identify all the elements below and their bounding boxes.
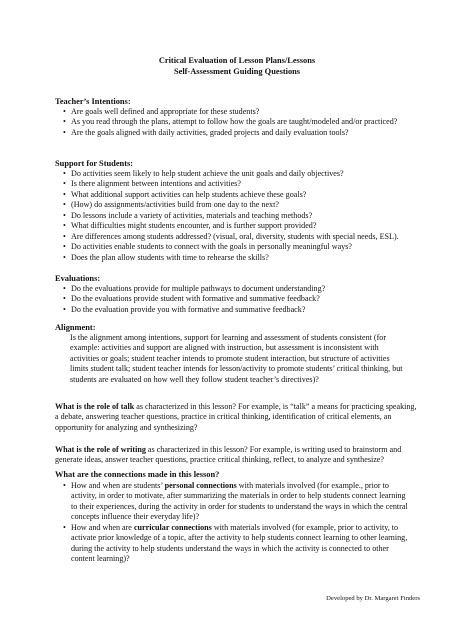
evaluations-list <box>63 284 403 315</box>
list-item: • Is there alignment between intentions and activities? <box>63 179 403 189</box>
list-item: • Do the evaluation provide you with formative and summative feedback? <box>63 305 403 315</box>
list-item: • (How) do assignments/activities build from one day to the next? <box>63 200 403 210</box>
list-item: • Do activities seem likely to help student achieve the unit goals and daily objectives? <box>63 169 403 179</box>
list-item: • What difficulties might students encounter, and is further support provided? <box>63 221 403 231</box>
alignment-body: Is the alignment among intentions, support for learning and assessment of students consistent (for example: activities and support are aligned with instruction, but assessment is inconsistent with activities or goals; student teacher intends to promote student interaction, but structure of activities limits student talk; student teacher intends for lesson/activity to promote students’ critical thinking, but students are evaluated on how well they follow student teacher’s directives)? <box>70 333 403 384</box>
list-item: • Do the evaluations provide student with formative and summative feedback? <box>63 294 403 304</box>
document-title: Critical Evaluation of Lesson Plans/Lessons <box>158 56 316 65</box>
evaluations-heading: Evaluations: <box>55 274 101 283</box>
talk-paragraph <box>55 402 420 433</box>
connections-list <box>63 481 413 565</box>
list-item: • Are differences among students addressed? (visual, oral, diversity, students with special needs, ESL). <box>63 232 403 242</box>
footer-credit: Developed by Dr. Margaret Finders <box>326 595 420 602</box>
talk-heading: What is the role of talk <box>55 402 135 411</box>
connections-heading: What are the connections made in this lesson? <box>55 470 220 479</box>
writing-paragraph <box>55 445 420 466</box>
support-list <box>63 169 403 263</box>
talk-body: as characterized in this lesson? For example, is “talk” a means for practicing speaking, a debate, answering teacher questions, practice in critical thinking, identification of critical elements, an opportunity for analyzing and synthesizing? <box>55 402 417 432</box>
writing-body: as characterized in this lesson? For example, is writing used to brainstorm and generate ideas, answer teacher questions, practice critical thinking, reflect, to analyze and synthesize? <box>55 445 402 465</box>
list-item: • How and when are curricular connections with materials involved (for example, prior to activity, to activate prior knowledge of a topic, after the activity to help students connect learning to other learning, during the activity to help students understand the ways in which the activity is connected to other content learning)? <box>63 523 413 565</box>
personal-connections-term: personal connections <box>164 481 237 490</box>
curricular-connections-term: curricular connections <box>133 522 212 532</box>
document-subtitle: Self-Assessment Guiding Questions <box>173 67 301 76</box>
writing-heading: What is the role of writing <box>55 445 146 454</box>
list-item: • Do the evaluations provide for multiple pathways to document understanding? <box>63 284 403 294</box>
list-item: • What additional support activities can help students achieve these goals? <box>63 190 403 200</box>
list-item: • Does the plan allow students with time to rehearse the skills? <box>63 253 403 263</box>
alignment-heading: Alignment: <box>55 323 96 332</box>
list-item: • Do activities enable students to connect with the goals in personally meaningful ways? <box>63 242 403 252</box>
list-item: • Do lessons include a variety of activities, materials and teaching methods? <box>63 211 403 221</box>
list-item: • Are goals well defined and appropriate for these students? <box>63 107 403 117</box>
intentions-heading: Teacher’s Intentions: <box>55 97 131 106</box>
support-heading: Support for Students: <box>55 159 134 168</box>
list-item: • Are the goals aligned with daily activities, graded projects and daily evaluation tools? <box>63 128 403 138</box>
list-item: • As you read through the plans, attempt to follow how the goals are taught/modeled and/or practiced? <box>63 117 403 127</box>
list-item: • How and when are students’ personal connections with materials involved (for example., prior to activity, in order to motivate, after summarizing the materials in order to help students connect learning to their experiences, during the activity in order for students to understand the ways in which the central concepts influence their everyday life)? <box>63 481 413 523</box>
intentions-list <box>63 107 403 138</box>
